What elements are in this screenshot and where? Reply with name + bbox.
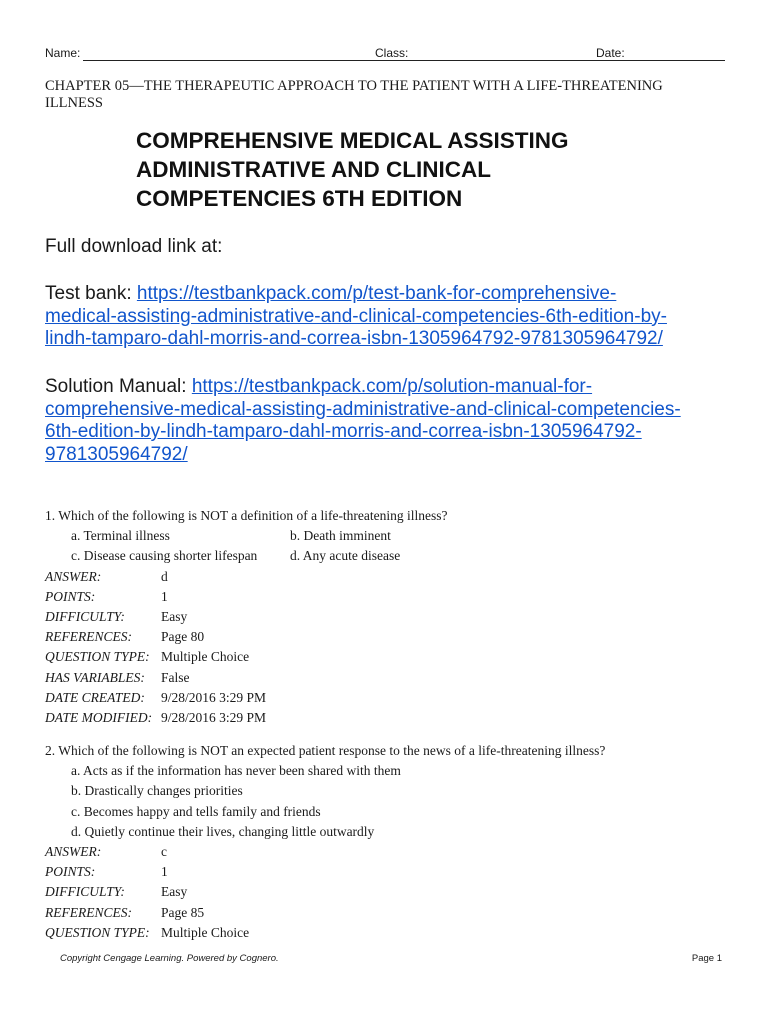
meta-key: DIFFICULTY: bbox=[45, 609, 125, 625]
meta-key: REFERENCES: bbox=[45, 904, 132, 920]
date-field-line bbox=[627, 60, 725, 61]
meta-key: REFERENCES: bbox=[45, 629, 132, 645]
answer-option: a. Terminal illness bbox=[71, 528, 170, 544]
link-line: 9781305964792/ bbox=[45, 443, 188, 465]
meta-row bbox=[45, 903, 735, 923]
solution-manual-label: Solution Manual: bbox=[45, 376, 192, 397]
question-2 bbox=[45, 741, 735, 943]
meta-value: Page 85 bbox=[161, 904, 205, 920]
page-number: Page 1 bbox=[691, 953, 722, 964]
meta-key: DATE CREATED: bbox=[45, 689, 145, 705]
test-bank-link[interactable] bbox=[45, 283, 667, 349]
meta-value: d bbox=[161, 568, 168, 584]
link-line: 6th-edition-by-lindh-tamparo-dahl-morris-and-correa-isbn-1305964792- bbox=[45, 421, 642, 442]
meta-row bbox=[45, 587, 735, 607]
full-download-label: Full download link at: bbox=[45, 236, 223, 257]
meta-value: 9/28/2016 3:29 PM bbox=[161, 710, 267, 726]
link-line: comprehensive-medical-assisting-administrative-and-clinical-competencies- bbox=[45, 398, 681, 420]
book-title-line: ADMINISTRATIVE AND CLINICAL bbox=[136, 157, 491, 182]
answer-option: d. Quietly continue their lives, changing little outwardly bbox=[71, 823, 375, 839]
link-line: medical-assisting-administrative-and-clinical-competencies-6th-edition-by- bbox=[45, 305, 667, 327]
answer-options bbox=[45, 526, 735, 566]
meta-row bbox=[45, 882, 735, 902]
meta-key: HAS VARIABLES: bbox=[45, 669, 145, 685]
answer-options bbox=[45, 761, 735, 842]
meta-key: DATE MODIFIED: bbox=[45, 710, 153, 726]
date-label: Date: bbox=[596, 46, 625, 60]
meta-value: 1 bbox=[161, 864, 168, 880]
answer-option: d. Any acute disease bbox=[290, 548, 401, 564]
answer-option: a. Acts as if the information has never been shared with them bbox=[71, 763, 401, 779]
meta-row bbox=[45, 567, 735, 587]
name-field-line bbox=[83, 60, 419, 61]
chapter-heading: CHAPTER 05—THE THERAPEUTIC APPROACH TO THE PATIENT WITH A LIFE-THREATENING ILLNESS bbox=[45, 78, 663, 111]
meta-key: QUESTION TYPE: bbox=[45, 649, 150, 665]
student-info-header bbox=[45, 46, 725, 64]
meta-value: False bbox=[161, 669, 190, 685]
link-line: https://testbankpack.com/p/test-bank-for-comprehensive- bbox=[136, 283, 617, 304]
meta-key: POINTS: bbox=[45, 864, 96, 880]
meta-key: QUESTION TYPE: bbox=[45, 924, 150, 940]
answer-option: c. Becomes happy and tells family and friends bbox=[71, 803, 321, 819]
answer-option: c. Disease causing shorter lifespan bbox=[71, 548, 258, 564]
test-bank-link-block bbox=[45, 283, 735, 351]
name-label: Name: bbox=[45, 46, 81, 60]
book-title-line: COMPREHENSIVE MEDICAL ASSISTING bbox=[136, 128, 569, 153]
meta-value: c bbox=[161, 844, 167, 860]
class-label: Class: bbox=[375, 46, 409, 60]
meta-value: 9/28/2016 3:29 PM bbox=[161, 689, 267, 705]
question-text: 1. Which of the following is NOT a definition of a life-threatening illness? bbox=[45, 508, 448, 523]
meta-key: ANSWER: bbox=[45, 568, 102, 584]
meta-value: Easy bbox=[161, 884, 188, 900]
book-title-line: COMPETENCIES 6TH EDITION bbox=[136, 186, 463, 211]
meta-row bbox=[45, 688, 735, 708]
link-line: lindh-tamparo-dahl-morris-and-correa-isbn-1305964792-9781305964792/ bbox=[45, 328, 663, 349]
meta-row bbox=[45, 923, 735, 943]
link-line: https://testbankpack.com/p/solution-manual-for- bbox=[191, 376, 593, 397]
meta-key: POINTS: bbox=[45, 588, 96, 604]
question-1 bbox=[45, 506, 735, 728]
meta-key: DIFFICULTY: bbox=[45, 884, 125, 900]
meta-row bbox=[45, 862, 735, 882]
question-text: 2. Which of the following is NOT an expected patient response to the news of a life-threatening illness? bbox=[45, 743, 606, 758]
meta-row bbox=[45, 668, 735, 688]
meta-value: 1 bbox=[161, 588, 168, 604]
page-footer bbox=[60, 953, 722, 967]
meta-value: Easy bbox=[161, 609, 188, 625]
meta-value: Page 80 bbox=[161, 629, 205, 645]
book-title bbox=[136, 126, 736, 213]
meta-row bbox=[45, 842, 735, 862]
meta-key: ANSWER: bbox=[45, 844, 102, 860]
test-bank-label: Test bank: bbox=[45, 283, 137, 304]
class-field-line bbox=[411, 60, 637, 61]
meta-row bbox=[45, 647, 735, 667]
meta-row bbox=[45, 708, 735, 728]
solution-manual-link-block bbox=[45, 376, 735, 466]
meta-row bbox=[45, 627, 735, 647]
answer-option: b. Drastically changes priorities bbox=[71, 783, 243, 799]
answer-option: b. Death imminent bbox=[290, 528, 391, 544]
copyright-text: Copyright Cengage Learning. Powered by Cognero. bbox=[60, 953, 279, 964]
meta-value: Multiple Choice bbox=[161, 924, 250, 940]
meta-value: Multiple Choice bbox=[161, 649, 250, 665]
meta-row bbox=[45, 607, 735, 627]
